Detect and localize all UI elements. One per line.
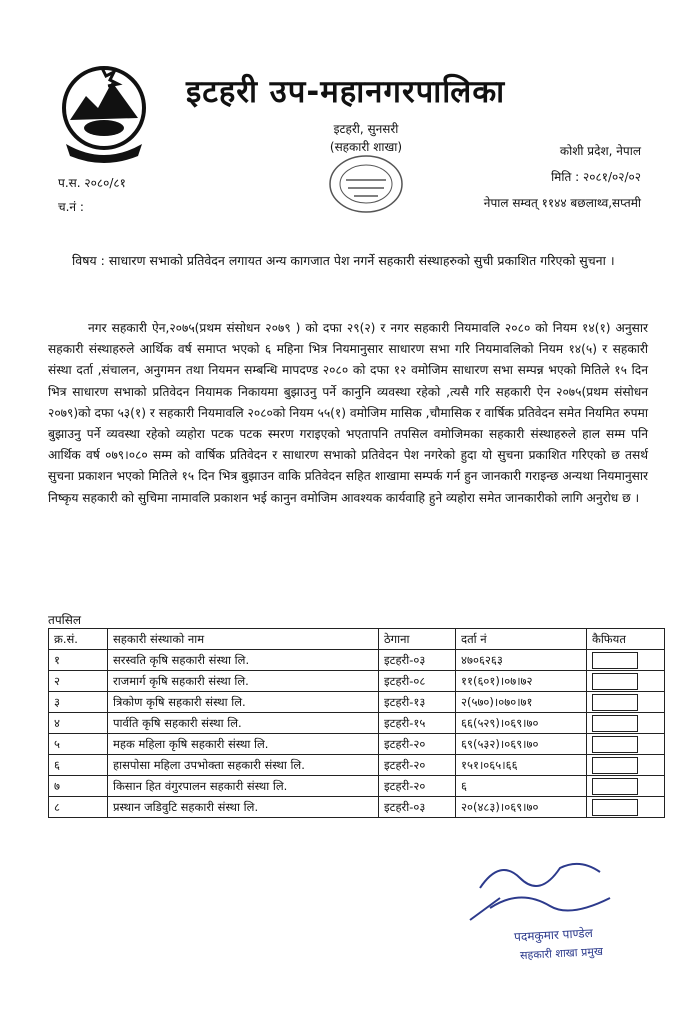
table-row [49, 755, 665, 776]
cell-serial: १ [49, 650, 108, 671]
cell-registration: १५१।०६५।६६ [456, 755, 587, 776]
subject-line: विषय : साधारण सभाको प्रतिवेदन लगायत अन्य कागजात पेश नगर्ने सहकारी संस्थाहरुको सुची प्रकाशित गरिएको सुचना । [72, 253, 615, 268]
cell-registration: ६ [456, 776, 587, 797]
cell-name: राजमार्ग कृषि सहकारी संस्था लि. [108, 671, 379, 692]
remarks-box [592, 652, 638, 669]
header-registration: दर्ता नं [456, 629, 587, 650]
remarks-box [592, 778, 638, 795]
cell-name: महक महिला कृषि सहकारी संस्था लि. [108, 734, 379, 755]
cell-serial: २ [49, 671, 108, 692]
nepal-samvat-line: नेपाल सम्वत् ११४४ बछलाथ्व,सप्तमी [483, 196, 641, 210]
table-row [49, 734, 665, 755]
cell-registration: ११(६०१)।०७।७२ [456, 671, 587, 692]
cell-address: इटहरी-२० [379, 734, 456, 755]
signatory-name: पदमकुमार पाण्डेल [513, 925, 594, 945]
cell-remarks [587, 755, 665, 776]
date-line: मिति : २०८१/०२/०२ [551, 170, 641, 184]
cell-address: इटहरी-१३ [379, 692, 456, 713]
cell-serial: ४ [49, 713, 108, 734]
cell-address: इटहरी-२० [379, 755, 456, 776]
header-address: ठेगाना [379, 629, 456, 650]
cell-remarks [587, 713, 665, 734]
signatory-title: सहकारी शाखा प्रमुख [519, 944, 604, 963]
cell-name: सरस्वति कृषि सहकारी संस्था लि. [108, 650, 379, 671]
cell-registration: २(५७०)।०७०।७१ [456, 692, 587, 713]
table-row [49, 650, 665, 671]
remarks-box [592, 694, 638, 711]
cell-remarks [587, 671, 665, 692]
cell-registration: ६९(५३२)।०६९।७० [456, 734, 587, 755]
cell-serial: ६ [49, 755, 108, 776]
cooperatives-table [48, 628, 665, 818]
remarks-box [592, 757, 638, 774]
cell-address: इटहरी-०३ [379, 797, 456, 818]
cell-name: प्रस्थान जडिवुटि सहकारी संस्था लि. [108, 797, 379, 818]
cell-serial: ८ [49, 797, 108, 818]
cell-remarks [587, 734, 665, 755]
cell-registration: ६६(५२९)।०६९।७० [456, 713, 587, 734]
office-address [306, 120, 426, 156]
cell-remarks [587, 776, 665, 797]
remarks-box [592, 673, 638, 690]
cell-registration: ४७०६२६३ [456, 650, 587, 671]
office-stamp-icon [326, 152, 406, 216]
cell-remarks [587, 797, 665, 818]
dispatch-number: च.नं : [58, 200, 84, 214]
table-row [49, 776, 665, 797]
cell-serial: ३ [49, 692, 108, 713]
cell-serial: ५ [49, 734, 108, 755]
cell-remarks [587, 692, 665, 713]
cell-name: पार्वति कृषि सहकारी संस्था लि. [108, 713, 379, 734]
government-emblem-icon [56, 58, 152, 168]
notice-body: नगर सहकारी ऐन,२०७५(प्रथम संसोधन २०७९ ) को दफा २९(२) र नगर सहकारी नियमावलि २०८० को नियम १४(१) अनुसार सहकारी संस्थाहरुले आर्थिक वर्ष समाप्त भएको ६ महिना भित्र नियमानुसार साधारण सभा गरि नियमावलिको नियम १४(५) र सहकारी संस्था दर्ता ,संचालन, अनुगमन तथा नियमन सम्बन्धि मापदण्ड २०८० को दफा १२ वमोजिम साधारण सभा सम्पन्न भएको मितिले १५ दिन भित्र साधारण सभाको प्रतिवेदन नियामक निकायमा बुझाउनु पर्ने कानुनि व्यवस्था रहेको ,त्यसै गरि सहकारी ऐन २०७५(प्रथम संसोधन २०७९)को दफा ५३(१) र सहकारी नियमावलि २०८०को नियम ५५(१) वमोजिम मासिक ,चौमासिक र वार्षिक प्रतिवेदन समेत नियमित रुपमा बुझाउनु पर्ने व्यवस्था रहेको व्यहोरा पटक पटक स्मरण गराइएको भएतापनि तपसिल वमोजिमका सहकारी संस्थाहरुले हाल सम्म पनि आर्थिक वर्ष ०७९।०८० सम्म को वार्षिक प्रतिवेदन र साधारण सभाको प्रतिवेदन पेश नगरेको हुदा यो सुचना प्रकाशित गरिएको छ तसर्थ सुचना प्रकाशन भएको मितिले १५ दिन भित्र बुझाउन वाकि प्रतिवेदन सहित शाखामा सम्पर्क गर्न हुन जानकारी गराइन्छ अन्यथा नियमानुसार निष्कृय सहकारी को सुचिमा नामावलि प्रकाशन भई कानुन वमोजिम आवश्यक कार्यवाहि हुने व्यहोरा समेत जानकारीको लागि अनुरोध छ । [48, 321, 648, 505]
organization-title: इटहरी उप-महानगरपालिका [186, 74, 506, 110]
table-header-row [49, 629, 665, 650]
cell-address: इटहरी-२० [379, 776, 456, 797]
cell-address: इटहरी-०८ [379, 671, 456, 692]
cell-name: हासपोसा महिला उपभोक्ता सहकारी संस्था लि. [108, 755, 379, 776]
table-row [49, 671, 665, 692]
cell-name: त्रिकोण कृषि सहकारी संस्था लि. [108, 692, 379, 713]
remarks-box [592, 715, 638, 732]
remarks-box [592, 799, 638, 816]
cell-name: किसान हित वंगुरपालन सहकारी संस्था लि. [108, 776, 379, 797]
office-city: इटहरी, सुनसरी [333, 122, 399, 136]
fiscal-year-reference: प.स. २०८०/८१ [58, 176, 126, 190]
details-label: तपसिल [48, 613, 82, 627]
cell-address: इटहरी-०३ [379, 650, 456, 671]
header-remarks: कैफियत [587, 629, 665, 650]
table-row [49, 713, 665, 734]
cell-remarks [587, 650, 665, 671]
cell-address: इटहरी-१५ [379, 713, 456, 734]
table-row [49, 692, 665, 713]
header-name: सहकारी संस्थाको नाम [108, 629, 379, 650]
province-line: कोशी प्रदेश, नेपाल [559, 144, 641, 158]
cell-serial: ७ [49, 776, 108, 797]
office-branch: (सहकारी शाखा) [329, 140, 403, 154]
table-row [49, 797, 665, 818]
cell-registration: २०(४८३)।०६९।७० [456, 797, 587, 818]
header-serial: क्र.सं. [49, 629, 108, 650]
remarks-box [592, 736, 638, 753]
